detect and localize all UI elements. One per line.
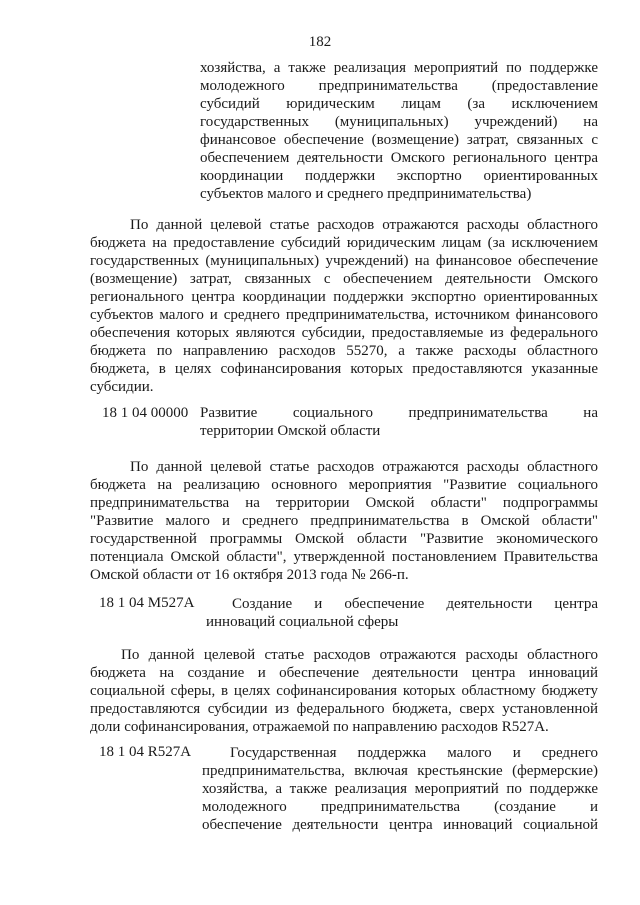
item-title-line: Государственная поддержка малого и среднего: [230, 745, 598, 761]
text-line: обеспечением деятельности Омского регионального центра: [200, 150, 598, 166]
text-line: бюджета по направлению расходов 55270, а также расходы областного: [90, 343, 598, 359]
text-line: государственной программы Омской области "Развитие экономического: [90, 531, 598, 547]
text-line: По данной целевой статье расходов отражаются расходы областного: [121, 647, 598, 663]
text-line: субъектов малого и среднего предпринимательства, источником финансового: [90, 307, 598, 323]
page-number: 182: [308, 34, 332, 50]
text-line: финансовое обеспечение (возмещение) затрат, связанных с: [200, 132, 598, 148]
item-code: 18 1 04 M527A: [99, 595, 195, 611]
text-line: По данной целевой статье расходов отражаются расходы областного: [130, 459, 598, 475]
item-title-line: Развитие социального предпринимательства на: [200, 405, 598, 421]
item-title-line: хозяйства, а также реализация мероприятий по поддержке: [202, 781, 598, 797]
item-title-line: Создание и обеспечение деятельности центра: [232, 596, 598, 612]
text-line: потенциала Омской области", утвержденной постановлением Правительства: [90, 549, 598, 565]
text-line: предоставляются субсидии из федерального бюджета, сверх установленной: [90, 701, 598, 717]
text-line: государственных (муниципальных) учреждений) на финансовое обеспечение: [90, 253, 598, 269]
text-line: предпринимательства на территории Омской области" подпрограммы: [90, 495, 598, 511]
item-code: 18 1 04 00000: [102, 405, 189, 421]
item-title-line: территории Омской области: [200, 423, 381, 439]
text-line: обеспечения которых являются субсидии, предоставляемые из федерального: [90, 325, 598, 341]
text-line: субсидий юридическим лицам (за исключением: [200, 96, 598, 112]
text-line: Омской области от 16 октября 2013 года № 266-п.: [90, 567, 409, 583]
text-line: бюджета на реализацию основного мероприятия "Развитие социального: [90, 477, 598, 493]
text-line: бюджета на создание и обеспечение деятельности центра инноваций: [90, 665, 598, 681]
text-line: бюджета, в целях софинансирования которых предоставляются указанные: [90, 361, 598, 377]
text-line: хозяйства, а также реализация мероприятий по поддержке: [200, 60, 598, 76]
text-line: (возмещение) затрат, связанных с обеспечением деятельности Омского: [90, 271, 598, 287]
text-line: "Развитие малого и среднего предпринимательства в Омской области": [90, 513, 598, 529]
text-line: молодежного предпринимательства (предоставление: [200, 78, 598, 94]
text-line: доли софинансирования, отражаемой по направлению расходов R527A.: [90, 719, 549, 735]
item-title-line: молодежного предпринимательства (создание и: [202, 799, 598, 815]
text-line: субсидии.: [90, 379, 154, 395]
text-line: государственных (муниципальных) учреждений) на: [200, 114, 598, 130]
item-title-line: предпринимательства, включая крестьянские (фермерские): [202, 763, 598, 779]
text-line: субъектов малого и среднего предпринимательства): [200, 186, 532, 202]
item-title-line: обеспечение деятельности центра инноваций социальной: [202, 817, 598, 833]
text-line: социальной сферы, в целях софинансирования которых областному бюджету: [90, 683, 598, 699]
text-line: По данной целевой статье расходов отражаются расходы областного: [130, 217, 598, 233]
item-title-line: инноваций социальной сферы: [206, 614, 399, 630]
text-line: координации поддержки экспортно ориентированных: [200, 168, 598, 184]
text-line: бюджета на предоставление субсидий юридическим лицам (за исключением: [90, 235, 598, 251]
text-line: регионального центра координации поддержки экспортно ориентированных: [90, 289, 598, 305]
item-code: 18 1 04 R527A: [99, 744, 192, 760]
